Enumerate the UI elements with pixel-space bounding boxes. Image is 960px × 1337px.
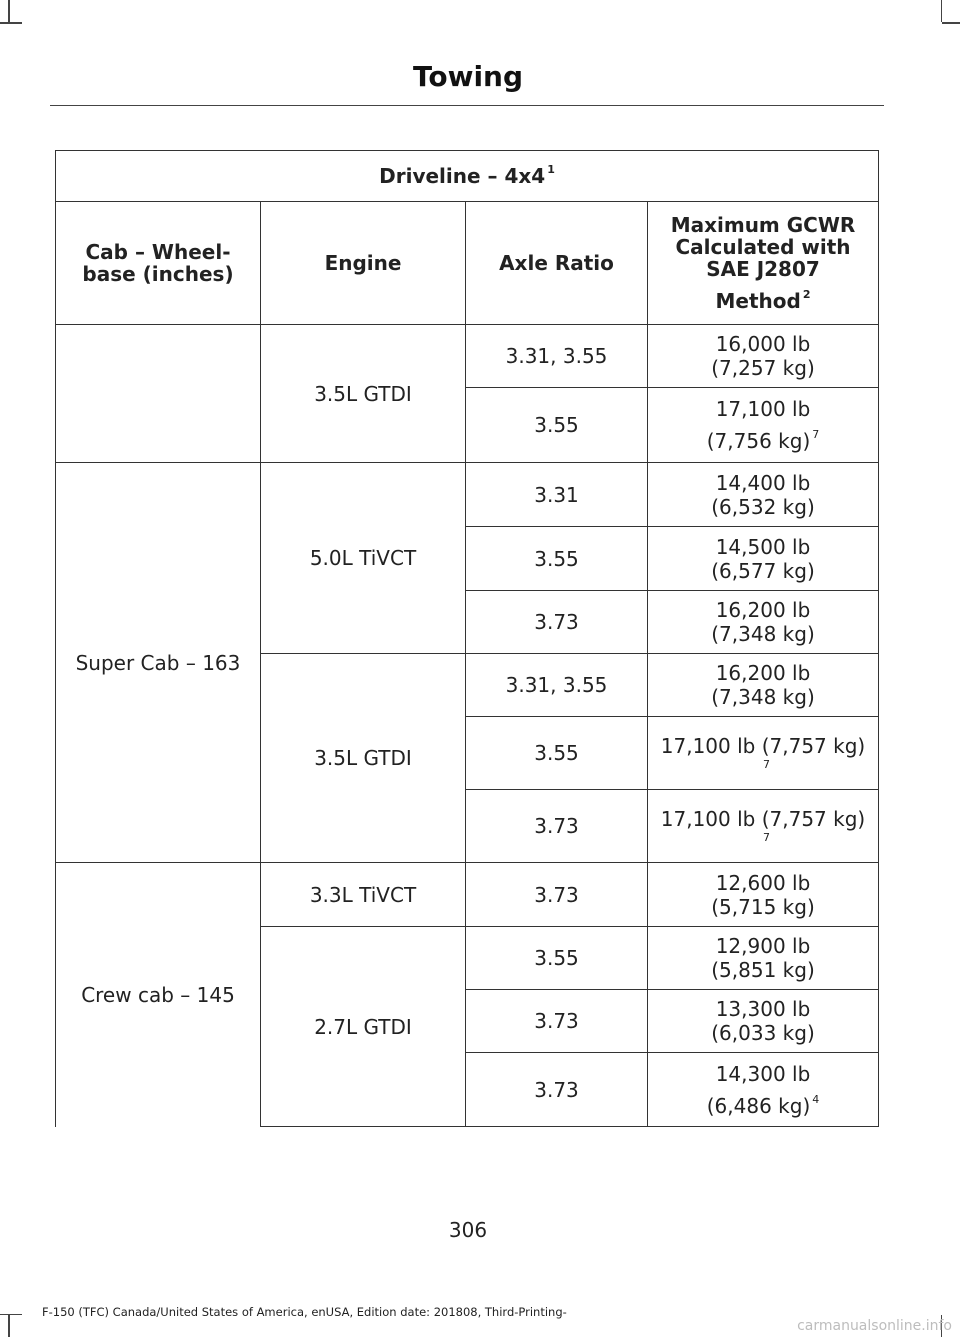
crop-mark-top-right-v [941, 0, 943, 22]
gcwr-kg: (6,033 kg) [711, 1021, 815, 1045]
axle-cell: 3.31, 3.55 [466, 654, 648, 717]
gcwr-lb: 13,300 lb [715, 997, 811, 1021]
table-title-row [56, 151, 879, 202]
gcwr-header-line3: SAE J2807 [706, 257, 820, 281]
gcwr-cell [648, 591, 879, 654]
axle-cell: 3.55 [466, 717, 648, 790]
gcwr-cell [648, 927, 879, 990]
cab-cell: Super Cab – 163 [56, 463, 261, 863]
gcwr-cell [648, 654, 879, 717]
watermark-text: carmanualsonline.info [797, 1318, 952, 1334]
crop-mark-bottom-left-h [0, 1314, 22, 1316]
table-header-row [56, 202, 879, 325]
gcwr-kg: (6,486 kg) [706, 1093, 811, 1118]
gcwr-lb: 14,400 lb [715, 470, 811, 495]
gcwr-cell [648, 463, 879, 527]
section-title: Towing [412, 60, 524, 93]
gcwr-footnote: 7 [812, 428, 820, 441]
column-header-gcwr [648, 202, 879, 325]
table-title-text: Driveline – 4x4 [379, 164, 546, 188]
axle-cell: 3.55 [466, 527, 648, 591]
column-header-axle-ratio: Axle Ratio [466, 202, 648, 325]
table-title-footnote: 1 [547, 163, 555, 176]
gcwr-lb: 17,100 lb [715, 397, 811, 421]
gcwr-header-line1: Maximum GCWR [670, 213, 856, 237]
cab-cell: Crew cab – 145 [56, 863, 261, 1127]
crop-mark-top-left-v [8, 0, 10, 22]
axle-cell: 3.73 [466, 990, 648, 1053]
column-header-cab [56, 202, 261, 325]
gcwr-full: 17,100 lb (7,757 kg) [660, 807, 866, 831]
engine-cell: 3.5L GTDI [261, 325, 466, 463]
gcwr-kg: (7,756 kg) [706, 429, 811, 453]
gcwr-cell [648, 1053, 879, 1127]
axle-cell: 3.73 [466, 1053, 648, 1127]
gcwr-kg: (5,851 kg) [711, 958, 815, 982]
gcwr-lb: 12,900 lb [715, 934, 811, 958]
gcwr-kg: (6,577 kg) [711, 558, 815, 583]
gcwr-footnote: 7 [763, 831, 770, 844]
gcwr-kg: (7,348 kg) [711, 685, 815, 709]
cab-header-line1: Cab – Wheel- [85, 240, 231, 264]
driveline-table [55, 150, 879, 1127]
gcwr-kg-wrap [707, 429, 820, 453]
gcwr-kg: (7,348 kg) [711, 622, 815, 646]
gcwr-header-method: Method [715, 289, 801, 313]
table-row [56, 863, 879, 927]
gcwr-lb: 16,200 lb [715, 661, 811, 685]
engine-cell: 3.3L TiVCT [261, 863, 466, 927]
gcwr-cell [648, 717, 879, 790]
axle-cell: 3.73 [466, 790, 648, 863]
crop-mark-top-right-h [942, 22, 960, 24]
gcwr-kg-wrap [707, 1094, 820, 1118]
gcwr-cell [648, 527, 879, 591]
gcwr-lb: 12,600 lb [715, 870, 811, 895]
axle-cell: 3.55 [466, 927, 648, 990]
crop-mark-top-left-h [0, 22, 22, 24]
gcwr-header-footnote: 2 [802, 288, 811, 301]
gcwr-header-line4 [716, 290, 811, 312]
engine-cell: 5.0L TiVCT [261, 463, 466, 654]
gcwr-kg: (6,532 kg) [711, 494, 815, 519]
axle-cell: 3.31, 3.55 [466, 325, 648, 388]
axle-cell: 3.73 [466, 591, 648, 654]
gcwr-lb: 16,200 lb [715, 598, 811, 622]
cab-cell-empty [56, 325, 261, 463]
gcwr-lb: 14,500 lb [715, 534, 811, 559]
gcwr-full: 17,100 lb (7,757 kg) [660, 734, 866, 758]
table-title [56, 151, 879, 202]
engine-cell: 2.7L GTDI [261, 927, 466, 1127]
column-header-engine: Engine [261, 202, 466, 325]
edition-footer: F-150 (TFC) Canada/United States of America, enUSA, Edition date: 201808, Third-Printing- [42, 1305, 567, 1319]
cab-header-line2: base (inches) [82, 262, 234, 286]
gcwr-cell [648, 325, 879, 388]
gcwr-kg: (5,715 kg) [711, 894, 815, 919]
gcwr-lb: 14,300 lb [715, 1061, 811, 1086]
header-rule [50, 105, 884, 106]
page-number: 306 [448, 1218, 488, 1242]
axle-cell: 3.73 [466, 863, 648, 927]
gcwr-cell [648, 990, 879, 1053]
crop-mark-bottom-left-v [8, 1315, 10, 1337]
gcwr-header-line2: Calculated with [675, 235, 851, 259]
gcwr-footnote: 7 [763, 758, 770, 771]
gcwr-footnote: 4 [812, 1092, 820, 1106]
gcwr-cell [648, 863, 879, 927]
gcwr-kg: (7,257 kg) [711, 356, 815, 380]
gcwr-lb: 16,000 lb [715, 332, 811, 356]
engine-cell: 3.5L GTDI [261, 654, 466, 863]
gcwr-cell [648, 790, 879, 863]
gcwr-cell [648, 388, 879, 463]
table-row [56, 325, 879, 388]
axle-cell: 3.55 [466, 388, 648, 463]
axle-cell: 3.31 [466, 463, 648, 527]
table-row [56, 463, 879, 527]
